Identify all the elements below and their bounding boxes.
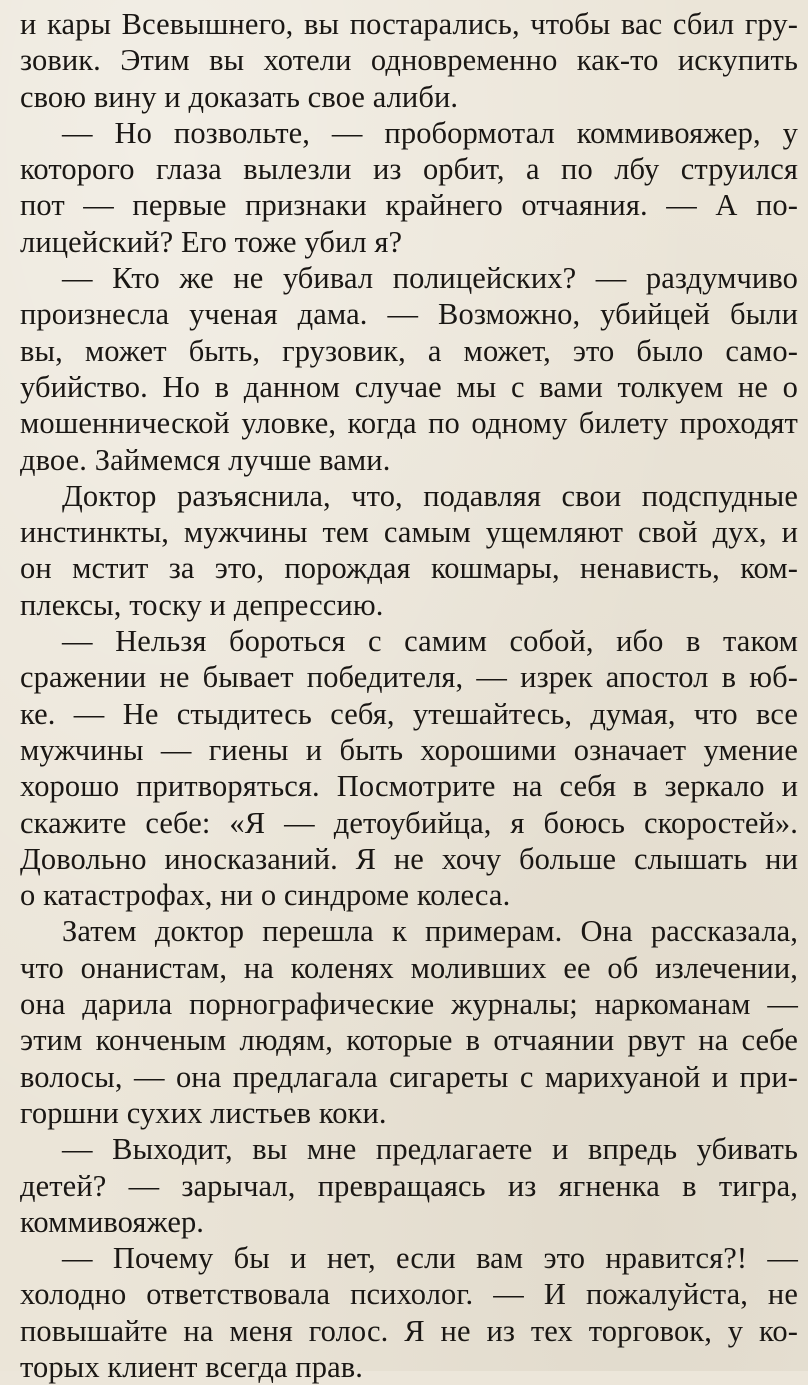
paragraph-4 bbox=[20, 478, 798, 623]
text-line: Довольно иносказаний. Я не хочу больше слышать ни bbox=[20, 841, 798, 876]
text-line: торых клиент всегда прав. bbox=[20, 1349, 363, 1384]
text-line: она дарила порнографические журналы; наркоманам — bbox=[20, 987, 798, 1022]
text-line: повышайте на меня голос. Я не из тех торговок, у ко- bbox=[20, 1313, 798, 1348]
text-line: инстинкты, мужчины тем самым ущемляют свой дух, и bbox=[20, 515, 798, 550]
text-line: холодно ответствовала психолог. — И пожалуйста, не bbox=[20, 1277, 798, 1312]
text-line: двое. Займемся лучше вами. bbox=[20, 442, 391, 477]
text-line: свою вину и доказать свое алиби. bbox=[20, 79, 459, 114]
text-line: и кары Всевышнего, вы постарались, чтобы вас сбил гру- bbox=[20, 7, 798, 41]
text-line: лицейский? Его тоже убил я? bbox=[20, 224, 403, 259]
text-line: — Но позвольте, — пробормотал коммивояжер, у bbox=[62, 115, 798, 150]
text-line: коммивояжер. bbox=[20, 1204, 205, 1239]
text-line: — Почему бы и нет, если вам это нравится?! — bbox=[62, 1241, 798, 1276]
text-line: — Нельзя бороться с самим собой, ибо в таком bbox=[62, 624, 798, 659]
text-line: хорошо притворяться. Посмотрите на себя в зеркало и bbox=[20, 769, 798, 804]
text-line: он мстит за это, порождая кошмары, ненависть, ком- bbox=[20, 551, 798, 586]
text-line: — Кто же не убивал полицейских? — раздумчиво bbox=[62, 261, 798, 296]
paragraph-8 bbox=[20, 1240, 798, 1385]
paragraph-3 bbox=[20, 260, 798, 478]
text-line: произнесла ученая дама. — Возможно, убийцей были bbox=[20, 297, 798, 332]
paragraph-2 bbox=[20, 115, 798, 260]
text-line: плексы, тоску и депрессию. bbox=[20, 587, 384, 622]
text-line: ке. — Не стыдитесь себя, утешайтесь, думая, что все bbox=[20, 696, 798, 731]
text-line: о катастрофах, ни о синдроме колеса. bbox=[20, 878, 511, 913]
text-line: мошеннической уловке, когда по одному билету проходят bbox=[20, 406, 798, 441]
text-line: волосы, — она предлагала сигареты с марихуаной и при- bbox=[20, 1059, 798, 1094]
text-line: которого глаза вылезли из орбит, а по лбу струился bbox=[20, 152, 798, 187]
text-line: зовик. Этим вы хотели одновременно как-то искупить bbox=[20, 43, 798, 78]
text-line: мужчины — гиены и быть хорошими означает умение bbox=[20, 732, 798, 767]
paragraph-1 bbox=[20, 6, 798, 115]
text-line: пот — первые признаки крайнего отчаяния. — А по- bbox=[20, 188, 798, 223]
text-line: — Выходит, вы мне предлагаете и впредь убивать bbox=[62, 1132, 798, 1167]
text-line: Затем доктор перешла к примерам. Она рассказала, bbox=[62, 914, 798, 949]
text-line: убийство. Но в данном случае мы с вами толкуем не о bbox=[20, 369, 798, 404]
paragraph-5 bbox=[20, 623, 798, 913]
text-line: что онанистам, на коленях моливших ее об излечении, bbox=[20, 950, 798, 985]
text-line: скажите себе: «Я — детоубийца, я боюсь скоростей». bbox=[20, 805, 798, 840]
text-line: детей? — зарычал, превращаясь из ягненка в тигра, bbox=[20, 1168, 798, 1203]
text-line: Доктор разъяснила, что, подавляя свои подспудные bbox=[62, 478, 798, 513]
text-line: горшни сухих листьев коки. bbox=[20, 1095, 387, 1130]
text-line: вы, может быть, грузовик, а может, это было само- bbox=[20, 333, 798, 368]
paragraph-6 bbox=[20, 913, 798, 1131]
text-line: сражении не бывает победителя, — изрек апостол в юб- bbox=[20, 660, 798, 695]
text-line: этим конченым людям, которые в отчаянии рвут на себе bbox=[20, 1023, 798, 1058]
paragraph-7 bbox=[20, 1131, 798, 1240]
